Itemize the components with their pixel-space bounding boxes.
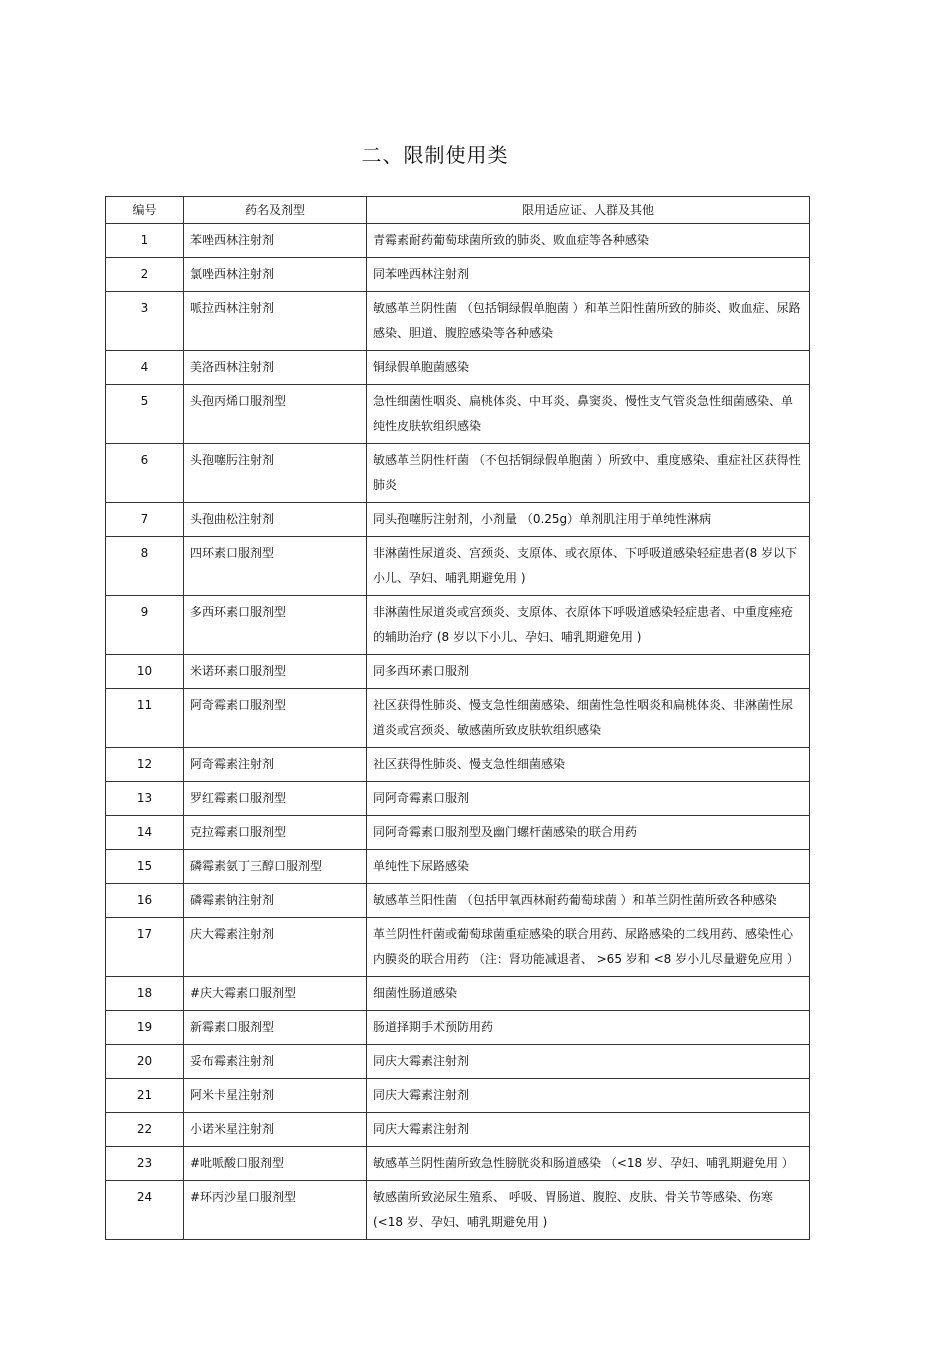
table-row: [106, 1181, 810, 1240]
drug-name: 哌拉西林注射剂: [184, 292, 367, 351]
row-number: 20: [106, 1045, 184, 1079]
row-number: 14: [106, 816, 184, 850]
drug-name: 四环素口服剂型: [184, 537, 367, 596]
drug-indication: 社区获得性肺炎、慢支急性细菌感染、细菌性急性咽炎和扁桃体炎、非淋菌性尿道炎或宫颈炎、敏感菌所致皮肤软组织感染: [367, 689, 810, 748]
row-number: 17: [106, 918, 184, 977]
drug-name: 罗红霉素口服剂型: [184, 782, 367, 816]
table-row: [106, 537, 810, 596]
table-row: [106, 224, 810, 258]
drug-name: #环丙沙星口服剂型: [184, 1181, 367, 1240]
table-row: [106, 850, 810, 884]
drug-name: 米诺环素口服剂型: [184, 655, 367, 689]
drug-indication: 同阿奇霉素口服剂: [367, 782, 810, 816]
table-row: [106, 918, 810, 977]
drug-indication: 单纯性下尿路感染: [367, 850, 810, 884]
drug-indication: 同庆大霉素注射剂: [367, 1113, 810, 1147]
drug-name: 头孢曲松注射剂: [184, 503, 367, 537]
table-row: [106, 351, 810, 385]
table-row: [106, 1079, 810, 1113]
row-number: 15: [106, 850, 184, 884]
drug-indication: 同苯唑西林注射剂: [367, 258, 810, 292]
header-drug-name: 药名及剂型: [184, 197, 367, 224]
drug-name: 头孢噻肟注射剂: [184, 444, 367, 503]
row-number: 2: [106, 258, 184, 292]
table-row: [106, 503, 810, 537]
drug-indication: 铜绿假单胞菌感染: [367, 351, 810, 385]
drug-name: 阿奇霉素注射剂: [184, 748, 367, 782]
drug-name: #庆大霉素口服剂型: [184, 977, 367, 1011]
drug-indication: 同庆大霉素注射剂: [367, 1079, 810, 1113]
drug-indication: 急性细菌性咽炎、扁桃体炎、中耳炎、鼻窦炎、慢性支气管炎急性细菌感染、单纯性皮肤软组织感染: [367, 385, 810, 444]
drug-name: 小诺米星注射剂: [184, 1113, 367, 1147]
drug-indication: 非淋菌性尿道炎、宫颈炎、支原体、或衣原体、下呼吸道感染轻症患者(8 岁以下小儿、孕妇、哺乳期避免用 ): [367, 537, 810, 596]
drug-name: 妥布霉素注射剂: [184, 1045, 367, 1079]
row-number: 18: [106, 977, 184, 1011]
row-number: 19: [106, 1011, 184, 1045]
drug-indication: 敏感革兰阴性杆菌 （不包括铜绿假单胞菌 ）所致中、重度感染、重症社区获得性肺炎: [367, 444, 810, 503]
drug-indication: 同庆大霉素注射剂: [367, 1045, 810, 1079]
row-number: 21: [106, 1079, 184, 1113]
table-row: [106, 782, 810, 816]
table-row: [106, 655, 810, 689]
drug-indication: 青霉素耐药葡萄球菌所致的肺炎、败血症等各种感染: [367, 224, 810, 258]
drug-indication: 敏感革兰阴性菌 （包括铜绿假单胞菌 ）和革兰阳性菌所致的肺炎、败血症、尿路感染、胆道、腹腔感染等各种感染: [367, 292, 810, 351]
drug-name: 磷霉素氨丁三醇口服剂型: [184, 850, 367, 884]
table-row: [106, 689, 810, 748]
row-number: 24: [106, 1181, 184, 1240]
row-number: 22: [106, 1113, 184, 1147]
drug-indication: 细菌性肠道感染: [367, 977, 810, 1011]
table-row: [106, 748, 810, 782]
drug-indication: 非淋菌性尿道炎或宫颈炎、支原体、衣原体下呼吸道感染轻症患者、中重度痤疮的辅助治疗 (8 岁以下小儿、孕妇、哺乳期避免用 ): [367, 596, 810, 655]
table-row: [106, 444, 810, 503]
drug-name: 氯唑西林注射剂: [184, 258, 367, 292]
row-number: 1: [106, 224, 184, 258]
header-number: 编号: [106, 197, 184, 224]
drug-name: #吡哌酸口服剂型: [184, 1147, 367, 1181]
drug-indication: 肠道择期手术预防用药: [367, 1011, 810, 1045]
drug-indication: 同阿奇霉素口服剂型及幽门螺杆菌感染的联合用药: [367, 816, 810, 850]
row-number: 11: [106, 689, 184, 748]
table-header-row: [106, 197, 810, 224]
drug-indication: 敏感菌所致泌尿生殖系、 呼吸、胃肠道、腹腔、皮肤、骨关节等感染、伤寒 (<18 岁、孕妇、哺乳期避免用 ): [367, 1181, 810, 1240]
table-row: [106, 1147, 810, 1181]
drug-indication: 社区获得性肺炎、慢支急性细菌感染: [367, 748, 810, 782]
row-number: 8: [106, 537, 184, 596]
row-number: 3: [106, 292, 184, 351]
table-row: [106, 884, 810, 918]
drug-name: 苯唑西林注射剂: [184, 224, 367, 258]
row-number: 6: [106, 444, 184, 503]
row-number: 5: [106, 385, 184, 444]
table-row: [106, 1011, 810, 1045]
drug-name: 庆大霉素注射剂: [184, 918, 367, 977]
row-number: 16: [106, 884, 184, 918]
table-row: [106, 1045, 810, 1079]
header-indication: 限用适应证、人群及其他: [367, 197, 810, 224]
table-row: [106, 596, 810, 655]
row-number: 4: [106, 351, 184, 385]
row-number: 9: [106, 596, 184, 655]
drug-indication: 敏感革兰阳性菌 （包括甲氧西林耐药葡萄球菌 ）和革兰阴性菌所致各种感染: [367, 884, 810, 918]
table-row: [106, 258, 810, 292]
restricted-drug-table: [105, 196, 810, 1240]
drug-indication: 同头孢噻肟注射剂，小剂量 （0.25g）单剂肌注用于单纯性淋病: [367, 503, 810, 537]
drug-name: 多西环素口服剂型: [184, 596, 367, 655]
drug-indication: 革兰阴性杆菌或葡萄球菌重症感染的联合用药、尿路感染的二线用药、感染性心内膜炎的联合用药 （注：肾功能减退者、 >65 岁和 <8 岁小儿尽量避免应用 ）: [367, 918, 810, 977]
row-number: 23: [106, 1147, 184, 1181]
page-title: 二、限制使用类: [361, 143, 509, 167]
row-number: 12: [106, 748, 184, 782]
drug-name: 美洛西林注射剂: [184, 351, 367, 385]
table-row: [106, 292, 810, 351]
table-row: [106, 816, 810, 850]
row-number: 10: [106, 655, 184, 689]
drug-name: 阿米卡星注射剂: [184, 1079, 367, 1113]
table-row: [106, 385, 810, 444]
row-number: 7: [106, 503, 184, 537]
drug-indication: 敏感革兰阴性菌所致急性膀胱炎和肠道感染 （<18 岁、孕妇、哺乳期避免用 ）: [367, 1147, 810, 1181]
drug-indication: 同多西环素口服剂: [367, 655, 810, 689]
drug-name: 磷霉素钠注射剂: [184, 884, 367, 918]
row-number: 13: [106, 782, 184, 816]
drug-name: 新霉素口服剂型: [184, 1011, 367, 1045]
drug-name: 阿奇霉素口服剂型: [184, 689, 367, 748]
table-body: [106, 224, 810, 1240]
drug-name: 克拉霉素口服剂型: [184, 816, 367, 850]
drug-name: 头孢丙烯口服剂型: [184, 385, 367, 444]
table-row: [106, 977, 810, 1011]
table-row: [106, 1113, 810, 1147]
